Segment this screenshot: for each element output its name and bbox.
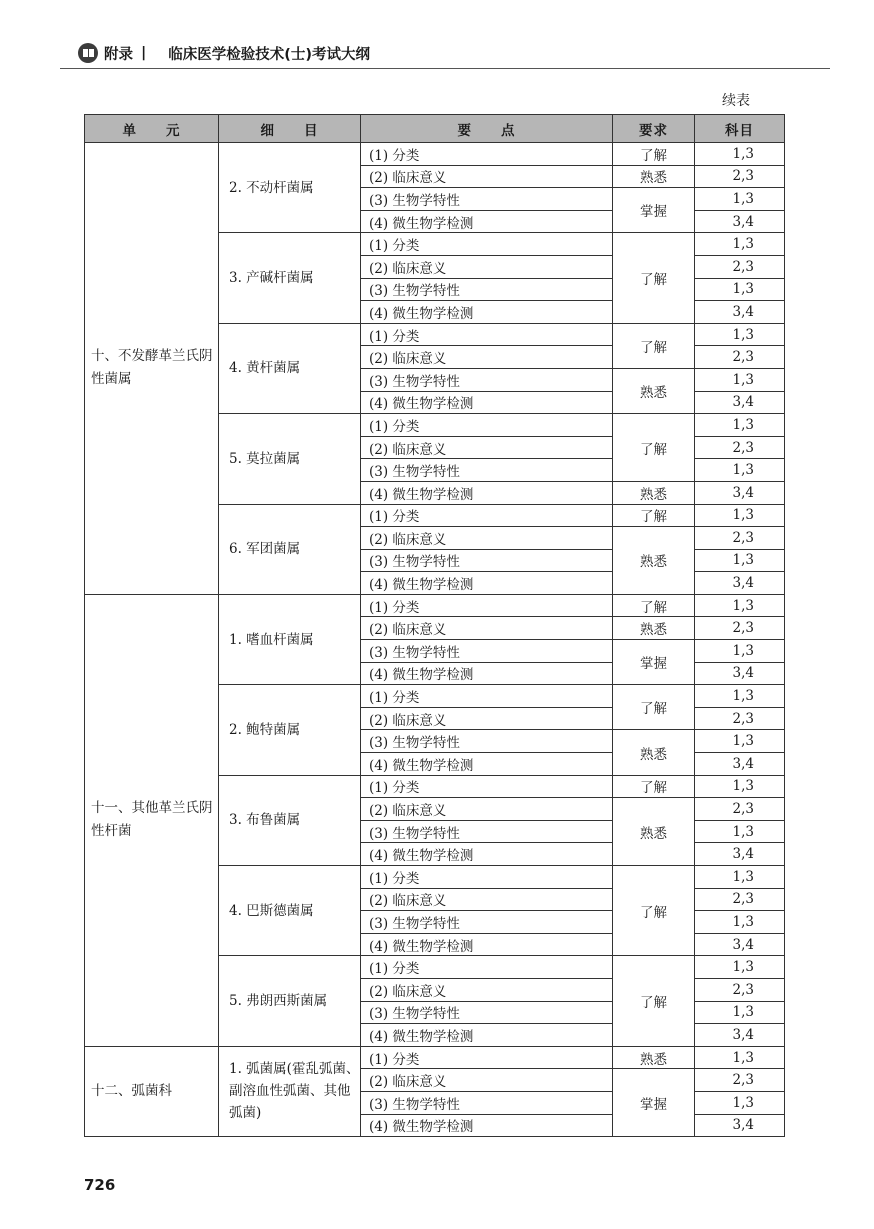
subject-cell: 2,3 <box>695 436 785 459</box>
item-cell: 2. 不动杆菌属 <box>219 143 361 233</box>
point-cell: (2) 临床意义 <box>361 436 613 459</box>
subject-cell: 1,3 <box>695 143 785 166</box>
point-cell: (1) 分类 <box>361 414 613 437</box>
point-cell: (1) 分类 <box>361 143 613 166</box>
requirement-cell: 了解 <box>613 323 695 368</box>
point-cell: (1) 分类 <box>361 685 613 708</box>
point-cell: (4) 微生物学检测 <box>361 301 613 324</box>
subject-cell: 1,3 <box>695 685 785 708</box>
subject-cell: 3,4 <box>695 481 785 504</box>
subject-cell: 1,3 <box>695 459 785 482</box>
subject-cell: 2,3 <box>695 617 785 640</box>
subject-cell: 1,3 <box>695 323 785 346</box>
subject-cell: 3,4 <box>695 843 785 866</box>
unit-cell: 十二、弧菌科 <box>85 1046 219 1136</box>
table-row <box>85 143 785 166</box>
item-cell: 2. 鲍特菌属 <box>219 685 361 775</box>
requirement-cell: 熟悉 <box>613 617 695 640</box>
subject-cell: 1,3 <box>695 730 785 753</box>
point-cell: (4) 微生物学检测 <box>361 933 613 956</box>
point-cell: (2) 临床意义 <box>361 798 613 821</box>
subject-cell: 3,4 <box>695 301 785 324</box>
point-cell: (1) 分类 <box>361 233 613 256</box>
page-number: 726 <box>84 1176 116 1194</box>
header-title: 临床医学检验技术(士)考试大纲 <box>168 46 371 63</box>
point-cell: (4) 微生物学检测 <box>361 1114 613 1137</box>
requirement-cell: 熟悉 <box>613 481 695 504</box>
point-cell: (4) 微生物学检测 <box>361 1024 613 1047</box>
point-cell: (3) 生物学特性 <box>361 911 613 934</box>
subject-cell: 1,3 <box>695 278 785 301</box>
subject-cell: 3,4 <box>695 753 785 776</box>
table-row <box>85 1046 785 1069</box>
requirement-cell: 了解 <box>613 143 695 166</box>
book-icon <box>78 43 98 63</box>
subject-cell: 1,3 <box>695 1001 785 1024</box>
item-cell: 3. 布鲁菌属 <box>219 775 361 865</box>
point-cell: (4) 微生物学检测 <box>361 753 613 776</box>
point-cell: (2) 临床意义 <box>361 707 613 730</box>
point-cell: (3) 生物学特性 <box>361 820 613 843</box>
point-cell: (1) 分类 <box>361 504 613 527</box>
point-cell: (4) 微生物学检测 <box>361 662 613 685</box>
subject-cell: 2,3 <box>695 346 785 369</box>
column-header-subject: 科目 <box>695 115 785 143</box>
subject-cell: 2,3 <box>695 165 785 188</box>
subject-cell: 3,4 <box>695 933 785 956</box>
column-header-point: 要 点 <box>361 115 613 143</box>
point-cell: (4) 微生物学检测 <box>361 843 613 866</box>
subject-cell: 1,3 <box>695 1046 785 1069</box>
requirement-cell: 了解 <box>613 594 695 617</box>
requirement-cell: 了解 <box>613 866 695 956</box>
table-body <box>85 143 785 1137</box>
requirement-cell: 熟悉 <box>613 730 695 775</box>
subject-cell: 3,4 <box>695 391 785 414</box>
requirement-cell: 了解 <box>613 956 695 1046</box>
point-cell: (2) 临床意义 <box>361 617 613 640</box>
requirement-cell: 了解 <box>613 504 695 527</box>
subject-cell: 1,3 <box>695 1091 785 1114</box>
subject-cell: 2,3 <box>695 798 785 821</box>
running-header <box>78 40 370 66</box>
point-cell: (2) 临床意义 <box>361 255 613 278</box>
point-cell: (4) 微生物学检测 <box>361 391 613 414</box>
point-cell: (2) 临床意义 <box>361 165 613 188</box>
syllabus-table <box>84 114 785 1137</box>
subject-cell: 1,3 <box>695 956 785 979</box>
requirement-cell: 熟悉 <box>613 368 695 413</box>
point-cell: (3) 生物学特性 <box>361 368 613 391</box>
subject-cell: 1,3 <box>695 911 785 934</box>
subject-cell: 1,3 <box>695 188 785 211</box>
column-header-item: 细 目 <box>219 115 361 143</box>
item-cell: 3. 产碱杆菌属 <box>219 233 361 323</box>
point-cell: (2) 临床意义 <box>361 888 613 911</box>
point-cell: (3) 生物学特性 <box>361 459 613 482</box>
table-row <box>85 594 785 617</box>
header-section: 附录 <box>104 46 133 63</box>
subject-cell: 1,3 <box>695 775 785 798</box>
requirement-cell: 熟悉 <box>613 1046 695 1069</box>
point-cell: (3) 生物学特性 <box>361 1001 613 1024</box>
point-cell: (1) 分类 <box>361 956 613 979</box>
point-cell: (1) 分类 <box>361 866 613 889</box>
item-cell: 4. 黄杆菌属 <box>219 323 361 413</box>
column-header-requirement: 要求 <box>613 115 695 143</box>
point-cell: (3) 生物学特性 <box>361 640 613 663</box>
unit-cell: 十一、其他革兰氏阴性杆菌 <box>85 594 219 1046</box>
table-header-row <box>85 115 785 143</box>
item-cell: 1. 嗜血杆菌属 <box>219 594 361 684</box>
subject-cell: 3,4 <box>695 1114 785 1137</box>
subject-cell: 1,3 <box>695 594 785 617</box>
point-cell: (3) 生物学特性 <box>361 730 613 753</box>
subject-cell: 1,3 <box>695 233 785 256</box>
point-cell: (2) 临床意义 <box>361 527 613 550</box>
point-cell: (2) 临床意义 <box>361 346 613 369</box>
subject-cell: 2,3 <box>695 978 785 1001</box>
subject-cell: 2,3 <box>695 527 785 550</box>
requirement-cell: 熟悉 <box>613 165 695 188</box>
subject-cell: 2,3 <box>695 888 785 911</box>
point-cell: (4) 微生物学检测 <box>361 481 613 504</box>
item-cell: 1. 弧菌属(霍乱弧菌、副溶血性弧菌、其他弧菌) <box>219 1046 361 1136</box>
requirement-cell: 了解 <box>613 775 695 798</box>
requirement-cell: 熟悉 <box>613 527 695 595</box>
subject-cell: 3,4 <box>695 662 785 685</box>
point-cell: (3) 生物学特性 <box>361 549 613 572</box>
requirement-cell: 了解 <box>613 233 695 323</box>
point-cell: (1) 分类 <box>361 323 613 346</box>
subject-cell: 1,3 <box>695 414 785 437</box>
subject-cell: 1,3 <box>695 820 785 843</box>
header-rule <box>60 68 830 69</box>
point-cell: (1) 分类 <box>361 775 613 798</box>
point-cell: (3) 生物学特性 <box>361 188 613 211</box>
requirement-cell: 掌握 <box>613 188 695 233</box>
subject-cell: 2,3 <box>695 707 785 730</box>
requirement-cell: 熟悉 <box>613 798 695 866</box>
item-cell: 4. 巴斯德菌属 <box>219 866 361 956</box>
subject-cell: 2,3 <box>695 1069 785 1092</box>
header-separator: | <box>141 45 147 61</box>
point-cell: (2) 临床意义 <box>361 978 613 1001</box>
subject-cell: 1,3 <box>695 866 785 889</box>
subject-cell: 1,3 <box>695 368 785 391</box>
requirement-cell: 了解 <box>613 414 695 482</box>
subject-cell: 3,4 <box>695 1024 785 1047</box>
item-cell: 5. 弗朗西斯菌属 <box>219 956 361 1046</box>
unit-cell: 十、不发酵革兰氏阴性菌属 <box>85 143 219 595</box>
point-cell: (4) 微生物学检测 <box>361 572 613 595</box>
requirement-cell: 掌握 <box>613 1069 695 1137</box>
subject-cell: 1,3 <box>695 549 785 572</box>
requirement-cell: 掌握 <box>613 640 695 685</box>
column-header-unit: 单 元 <box>85 115 219 143</box>
point-cell: (2) 临床意义 <box>361 1069 613 1092</box>
item-cell: 6. 军团菌属 <box>219 504 361 594</box>
point-cell: (1) 分类 <box>361 594 613 617</box>
requirement-cell: 了解 <box>613 685 695 730</box>
point-cell: (3) 生物学特性 <box>361 278 613 301</box>
subject-cell: 2,3 <box>695 255 785 278</box>
point-cell: (4) 微生物学检测 <box>361 210 613 233</box>
subject-cell: 3,4 <box>695 572 785 595</box>
item-cell: 5. 莫拉菌属 <box>219 414 361 504</box>
continuation-label: 续表 <box>722 93 750 109</box>
subject-cell: 1,3 <box>695 504 785 527</box>
subject-cell: 1,3 <box>695 640 785 663</box>
subject-cell: 3,4 <box>695 210 785 233</box>
point-cell: (1) 分类 <box>361 1046 613 1069</box>
point-cell: (3) 生物学特性 <box>361 1091 613 1114</box>
